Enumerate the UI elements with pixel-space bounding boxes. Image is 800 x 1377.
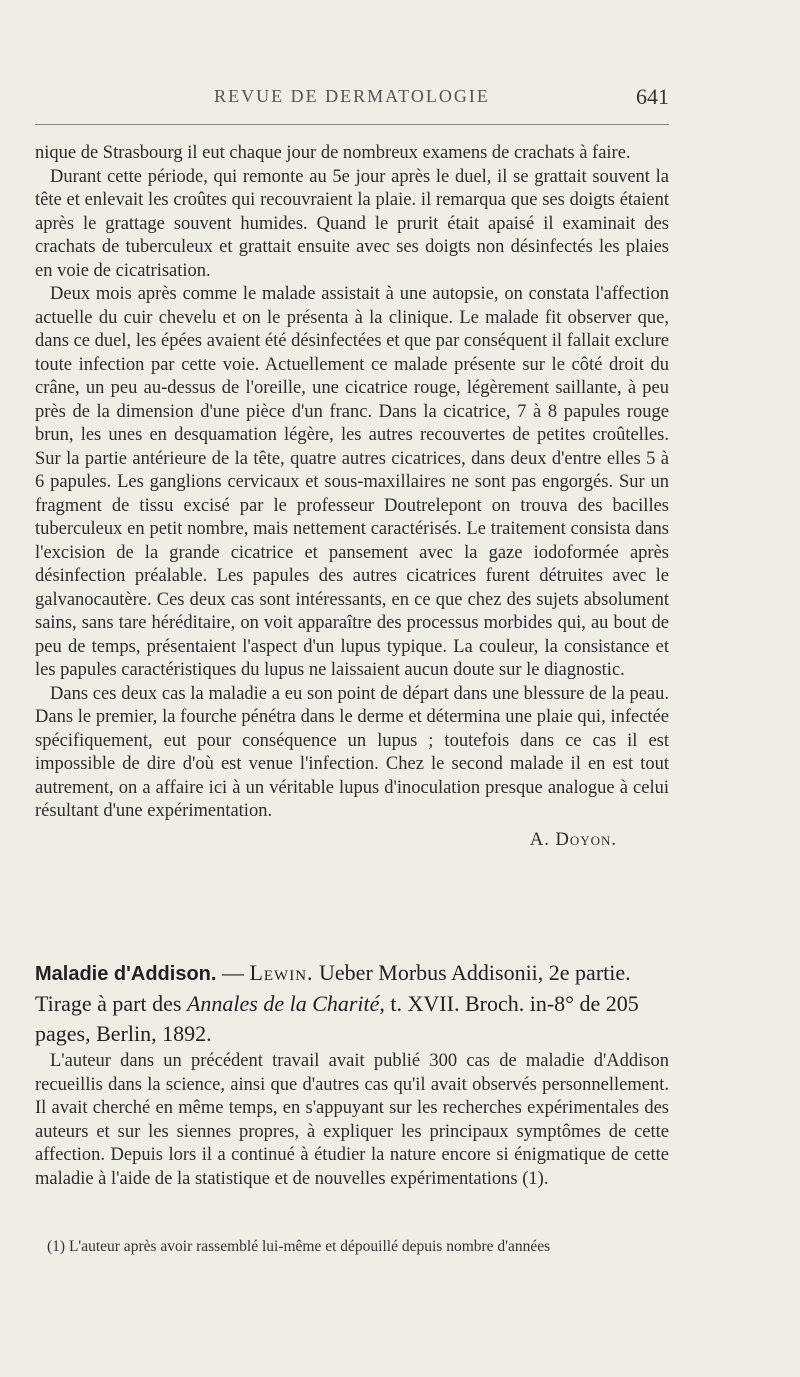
review-heading: Maladie d'Addison.	[35, 963, 217, 985]
review-journal: Annales de la Charité	[186, 991, 380, 1016]
paragraph-1: nique de Strasbourg il eut chaque jour de nombreux examens de crachats à faire.	[35, 143, 631, 163]
article-body	[35, 142, 669, 852]
paragraph-2: Durant cette période, qui remonte au 5e jour après le duel, il se grattait souvent la tête et enlevait les croûtes qui recouvraient la plaie. il remarqua que ses doigts étaient après le grattage souvent humides. Quand le prurit était apaisé il examinait des crachats de tuberculeux et grattait ensuite avec ses doigts non désinfectés les plaies en voie de cicatrisation.	[35, 166, 669, 281]
footnote: (1) L'auteur après avoir rassemblé lui-même et dépouillé depuis nombre d'années	[47, 1238, 551, 1255]
review-paragraph: L'auteur dans un précédent travail avait publié 300 cas de maladie d'Addison recueillis dans la science, ainsi que d'autres cas qu'il avait observés personnellement. Il avait cherché en même temps, en s'appuyant sur les recherches expérimentales des auteurs et sur les siennes propres, à expliquer les principaux symptômes de cette affection. Depuis lors il a continué à étudier la nature encore si énigmatique de cette maladie à l'aide de la statistique et de nouvelles expérimentations (1).	[35, 1051, 669, 1189]
paragraph-4: Dans ces deux cas la maladie a eu son point de départ dans une blessure de la peau. Dans le premier, la fourche pénétra dans le derme et détermina une plaie qui, infectée spécifiquement, eut pour conséquence un lupus ; toutefois dans ce cas il est impossible de dire d'où est venue l'infection. Chez le second malade il en est tout autrement, on a affaire ici à un véritable lupus d'inoculation presque analogue à celui résultant d'une expérimentation.	[35, 683, 669, 821]
author-signature: A. Doyon.	[529, 829, 617, 850]
review-citation-a: Ueber Morbus Addisonii, 2e partie. Tirage à part des	[35, 960, 631, 1016]
journal-title: REVUE DE DERMATOLOGIE	[214, 86, 490, 106]
page-number: 641	[636, 84, 669, 109]
header-rule	[35, 124, 669, 125]
paragraph-3: Deux mois après comme le malade assistait à une autopsie, on constata l'affection actuelle du cuir chevelu et on le présenta à la clinique. Le malade fit observer que, dans ce duel, les épées avaient été désinfectées et que par conséquent il fallait exclure toute infection par cette voie. Actuellement ce malade présente sur le côté droit du crâne, un peu au-dessus de l'oreille, une cicatrice rouge, légèrement saillante, à peu près de la dimension d'une pièce d'un franc. Dans la cicatrice, 7 à 8 papules rouge brun, les unes en desquamation légère, les autres recouvertes de petites croûtelles. Sur la partie antérieure de la tête, quatre autres cicatrices, dans deux d'entre elles 5 à 6 papules. Les ganglions cervicaux et sous-maxillaires ne sont pas engorgés. Sur un fragment de tissu excisé par le professeur Doutrelepont on trouva des bacilles tuberculeux en petit nombre, mais nettement caractérisés. Le traitement consista dans l'excision de la grande cicatrice et pansement avec la gaze iodoformée après désinfection préalable. Les papules des autres cicatrices furent détruites avec le galvanocautère. Ces deux cas sont intéressants, en ce que chez des sujets absolument sains, sans tare héréditaire, on voit apparaître des processus morbides qui, au bout de peu de temps, présentaient l'aspect d'un lupus typique. La couleur, la consistance et les papules caractéristiques du lupus ne laissaient aucun doute sur le diagnostic.	[35, 284, 669, 680]
review-dash: —	[216, 960, 250, 985]
review-citation-b: , t. XVII. Broch. in-8° de 205 pages, Berlin, 1892.	[35, 991, 639, 1046]
review-author: Lewin.	[249, 960, 314, 985]
review-heading-block	[35, 958, 669, 1049]
review-body	[35, 1050, 669, 1191]
running-header	[35, 84, 669, 118]
